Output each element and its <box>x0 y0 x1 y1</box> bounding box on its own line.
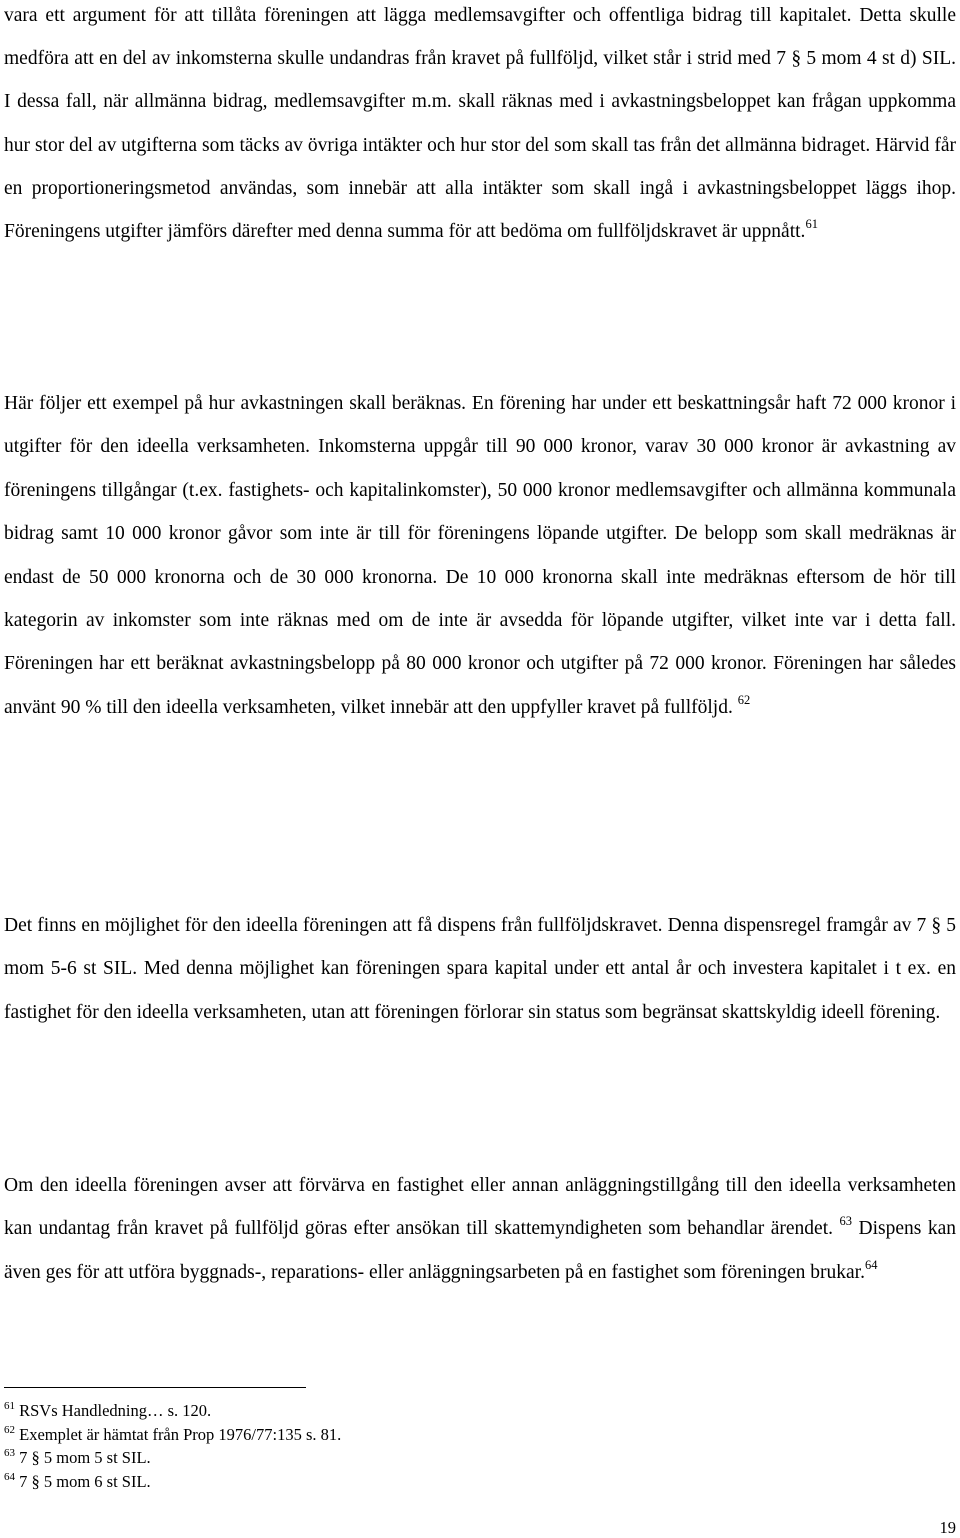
footnote-text: Exemplet är hämtat från Prop 1976/77:135 s. 81. <box>19 1424 342 1444</box>
footnote-number: 61 <box>4 1400 15 1412</box>
footnote-62 <box>4 1423 704 1447</box>
paragraph-2-text: Här följer ett exempel på hur avkastningen skall beräknas. En förening har under ett beskattningsår haft 72 000 kronor i utgifter för den ideella verksamheten. Inkomsterna uppgår till 90 000 kronor, varav 30 000 kronor är avkastning av föreningens tillgångar (t.ex. fastighets- och kapitalinkomster), 50 000 kronor medlemsavgifter och allmänna kommunala bidrag samt 10 000 kronor gåvor som inte är till för föreningens löpande utgifter. De belopp som skall medräknas är endast de 50 000 kronorna och de 30 000 kronorna. De 10 000 kronorna skall inte medräknas eftersom de hör till kategorin av inkomster som inte räknas med om de inte är avsedda för löpande utgifter, vilket inte var i detta fall. Föreningen har ett beräknat avkastningsbelopp på 80 000 kronor och utgifter på 72 000 kronor. Föreningen har således använt 90 % till den ideella verksamheten, vilket innebär att den uppfyller kravet på fullföljd. <box>4 393 956 718</box>
paragraph-3 <box>4 904 956 1034</box>
paragraph-1 <box>4 0 956 253</box>
paragraph-3-text: Det finns en möjlighet för den ideella föreningen att få dispens från fullföljdskravet. Denna dispensregel framgår av 7 § 5 mom 5-6 st SIL. Med denna möjlighet kan föreningen spara kapital under ett antal år och investera kapitalet i t ex. en fastighet för den ideella verksamheten, utan att föreningen förlorar sin status som begränsat skattskyldig ideell förening. <box>4 915 956 1023</box>
paragraph-4 <box>4 1164 956 1294</box>
footnotes <box>4 1399 704 1493</box>
footnote-number: 63 <box>4 1447 15 1460</box>
footnote-ref-61[interactable]: 61 <box>805 217 818 232</box>
footnote-61 <box>4 1399 704 1423</box>
page-number: 19 <box>939 1518 956 1537</box>
footnote-number: 62 <box>4 1423 15 1436</box>
footnote-text: RSVs Handledning… s. 120. <box>19 1401 212 1420</box>
footnote-number: 64 <box>4 1470 15 1483</box>
footnote-ref-63[interactable]: 63 <box>839 1214 853 1229</box>
paragraph-1-text: vara ett argument för att tillåta föreningen att lägga medlemsavgifter och offentliga bidrag till kapitalet. Detta skulle medföra att en del av inkomsterna skulle undandras från kravet på fullföljd, vilket står i strid med 7 § 5 mom 4 st d) SIL. I dessa fall, när allmänna bidrag, medlemsavgifter m.m. skall räknas med i avkastningsbeloppet kan frågan uppkomma hur stor del av utgifterna som täcks av övriga intäkter och hur stor del som skall tas från det allmänna bidraget. Härvid får en proportioneringsmetod användas, som innebär att alla intäkter som skall ingå i avkastningsbeloppet läggs ihop. Föreningens utgifter jämförs därefter med denna summa för att bedöma om fullföljdskravet är uppnått. <box>4 5 956 243</box>
footnote-64 <box>4 1470 704 1494</box>
paragraph-4-text-a: Om den ideella föreningen avser att förvärva en fastighet eller annan anläggningstillgång till den ideella verksamheten kan undantag från kravet på fullföljd göras efter ansökan till skattemyndigheten som behandlar ärendet. <box>4 1175 956 1240</box>
footnote-ref-64[interactable]: 64 <box>864 1257 878 1272</box>
paragraph-4-text-b: Dispens kan även ges för att utföra byggnads-, reparations- eller anläggningsarbeten på en fastighet som föreningen brukar. <box>4 1218 957 1283</box>
footnote-separator <box>4 1387 306 1388</box>
paragraph-2 <box>4 382 956 729</box>
footnote-text: 7 § 5 mom 6 st SIL. <box>19 1471 151 1491</box>
footnote-text: 7 § 5 mom 5 st SIL. <box>19 1448 151 1468</box>
footnote-63 <box>4 1446 704 1470</box>
footnote-ref-62[interactable]: 62 <box>737 692 751 707</box>
